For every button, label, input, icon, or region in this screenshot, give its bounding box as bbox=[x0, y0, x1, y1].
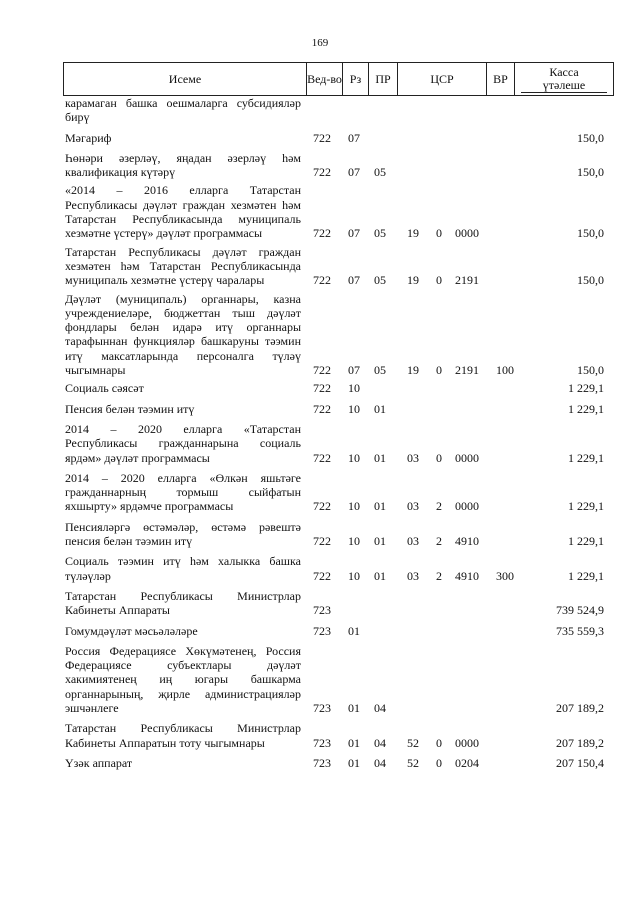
cell-csr2: 0 bbox=[436, 363, 442, 378]
cell-csr1: 03 bbox=[407, 568, 419, 583]
row-name: Пенсия белән тәэмин итү bbox=[65, 401, 195, 416]
table-row bbox=[63, 471, 613, 514]
cell-ved: 723 bbox=[313, 755, 331, 770]
cell-csr1: 19 bbox=[407, 226, 419, 241]
cell-kassa: 150,0 bbox=[577, 273, 604, 288]
cell-kassa: 1 229,1 bbox=[568, 450, 604, 465]
cell-csr1: 03 bbox=[407, 534, 419, 549]
cell-kassa: 150,0 bbox=[577, 226, 604, 241]
cell-csr3: 0000 bbox=[455, 226, 479, 241]
cell-kassa: 735 559,3 bbox=[556, 623, 604, 638]
cell-kassa: 150,0 bbox=[577, 363, 604, 378]
cell-pr: 01 bbox=[374, 401, 386, 416]
cell-csr3: 4910 bbox=[455, 534, 479, 549]
cell-csr2: 0 bbox=[436, 450, 442, 465]
cell-csr3: 0000 bbox=[455, 735, 479, 750]
cell-ved: 722 bbox=[313, 381, 331, 396]
row-name: Һөнәри әзерләү, яңадан әзерләү һәм квалификация күтәрү bbox=[65, 150, 301, 180]
cell-kassa: 739 524,9 bbox=[556, 603, 604, 618]
cell-csr3: 0000 bbox=[455, 450, 479, 465]
cell-csr2: 0 bbox=[436, 273, 442, 288]
cell-pr: 05 bbox=[374, 363, 386, 378]
cell-rz: 07 bbox=[348, 130, 360, 145]
cell-csr3: 2191 bbox=[455, 273, 479, 288]
row-name: Пенсияләргә өстәмәләр, өстәмә рәвештә пенсия белән тәэмин итү bbox=[65, 519, 301, 549]
cell-ved: 723 bbox=[313, 735, 331, 750]
cell-pr: 05 bbox=[374, 165, 386, 180]
row-name: Дәүләт (муниципаль) органнары, казна учреждениеләре, бюджеттан тыш дәүләт фондлары белән идарә итү органнары тарафыннан функцияләр башкаруны тәэмин итү максатларында персоналга түләү чыгымнары bbox=[65, 291, 301, 378]
cell-pr: 05 bbox=[374, 226, 386, 241]
cell-kassa: 1 229,1 bbox=[568, 568, 604, 583]
cell-kassa: 150,0 bbox=[577, 165, 604, 180]
cell-kassa: 1 229,1 bbox=[568, 499, 604, 514]
cell-kassa: 207 150,4 bbox=[556, 755, 604, 770]
cell-csr3: 4910 bbox=[455, 568, 479, 583]
cell-ved: 722 bbox=[313, 499, 331, 514]
cell-kassa: 150,0 bbox=[577, 130, 604, 145]
row-name: Үзәк аппарат bbox=[65, 755, 133, 770]
cell-csr3: 0000 bbox=[455, 499, 479, 514]
cell-pr: 04 bbox=[374, 735, 386, 750]
cell-csr2: 0 bbox=[436, 755, 442, 770]
cell-rz: 10 bbox=[348, 381, 360, 396]
cell-rz: 07 bbox=[348, 226, 360, 241]
cell-csr3: 2191 bbox=[455, 363, 479, 378]
cell-csr2: 0 bbox=[436, 226, 442, 241]
cell-csr1: 19 bbox=[407, 273, 419, 288]
cell-rz: 10 bbox=[348, 401, 360, 416]
cell-ved: 722 bbox=[313, 130, 331, 145]
cell-ved: 722 bbox=[313, 450, 331, 465]
row-codes bbox=[63, 227, 613, 241]
cell-kassa: 207 189,2 bbox=[556, 700, 604, 715]
cell-csr2: 2 bbox=[436, 568, 442, 583]
cell-ved: 722 bbox=[313, 165, 331, 180]
cell-ved: 723 bbox=[313, 700, 331, 715]
cell-pr: 05 bbox=[374, 273, 386, 288]
cell-csr1: 03 bbox=[407, 450, 419, 465]
row-name: карамаган башка оешмаларга субсидияләр бирү bbox=[65, 96, 301, 125]
cell-rz: 07 bbox=[348, 363, 360, 378]
table-row bbox=[63, 381, 613, 395]
table-row bbox=[63, 624, 613, 638]
table-row bbox=[63, 96, 613, 125]
row-name: 2014 – 2020 елларга «Өлкән яшьтәге гражданнарның тормыш сыйфатын яхшырту» ярдәмче программасы bbox=[65, 470, 301, 514]
row-codes bbox=[63, 382, 613, 396]
cell-csr1: 52 bbox=[407, 755, 419, 770]
cell-vr: 300 bbox=[496, 568, 514, 583]
cell-pr: 01 bbox=[374, 450, 386, 465]
table-row bbox=[63, 183, 613, 240]
cell-ved: 722 bbox=[313, 534, 331, 549]
cell-ved: 722 bbox=[313, 226, 331, 241]
cell-ved: 722 bbox=[313, 363, 331, 378]
table-row bbox=[63, 554, 613, 583]
row-name: Татарстан Республикасы дәүләт граждан хезмәтен һәм Татарстан Республикасында муниципаль хезмәтне үстерү чаралары bbox=[65, 244, 301, 288]
cell-rz: 10 bbox=[348, 568, 360, 583]
row-codes bbox=[63, 451, 613, 465]
cell-vr: 100 bbox=[496, 363, 514, 378]
row-codes bbox=[63, 624, 613, 638]
cell-ved: 722 bbox=[313, 273, 331, 288]
cell-pr: 01 bbox=[374, 568, 386, 583]
cell-rz: 01 bbox=[348, 700, 360, 715]
row-codes bbox=[63, 111, 613, 125]
header-kassa-line1: Касса bbox=[549, 64, 579, 79]
table-row bbox=[63, 131, 613, 145]
row-codes bbox=[63, 274, 613, 288]
cell-ved: 723 bbox=[313, 623, 331, 638]
table-row bbox=[63, 589, 613, 618]
cell-rz: 07 bbox=[348, 273, 360, 288]
table-row bbox=[63, 756, 613, 770]
cell-rz: 10 bbox=[348, 534, 360, 549]
header-name: Исеме bbox=[64, 63, 307, 96]
cell-csr2: 0 bbox=[436, 735, 442, 750]
table-header bbox=[63, 62, 614, 96]
row-codes bbox=[63, 402, 613, 416]
cell-rz: 07 bbox=[348, 165, 360, 180]
table-row bbox=[63, 245, 613, 288]
row-codes bbox=[63, 604, 613, 618]
cell-kassa: 1 229,1 bbox=[568, 401, 604, 416]
cell-csr1: 03 bbox=[407, 499, 419, 514]
cell-kassa: 207 189,2 bbox=[556, 735, 604, 750]
header-pr: ПР bbox=[369, 63, 398, 96]
row-name: Мәгариф bbox=[65, 130, 112, 145]
cell-rz: 01 bbox=[348, 755, 360, 770]
table-row bbox=[63, 721, 613, 750]
cell-kassa: 1 229,1 bbox=[568, 381, 604, 396]
budget-table-body bbox=[63, 96, 613, 770]
header-vr: ВР bbox=[487, 63, 515, 96]
table-row bbox=[63, 292, 613, 378]
row-name: Россия Федерациясе Хөкүмәтенең, Россия Федерациясе субъектлары дәүләт хакимиятенең иң югары башкарма органнарының, җирле администрацияләр эшчәнлеге bbox=[65, 643, 301, 715]
cell-csr2: 2 bbox=[436, 499, 442, 514]
header-kassa bbox=[515, 63, 614, 96]
page-number: 169 bbox=[311, 37, 329, 49]
row-name: 2014 – 2020 елларга «Татарстан Республикасы гражданнарына социаль ярдәм» дәүләт программасы bbox=[65, 421, 301, 465]
row-name: Татарстан Республикасы Министрлар Кабинеты Аппаратын тоту чыгымнары bbox=[65, 721, 301, 750]
cell-csr1: 52 bbox=[407, 735, 419, 750]
row-codes bbox=[63, 756, 613, 770]
row-codes bbox=[63, 500, 613, 514]
cell-rz: 10 bbox=[348, 499, 360, 514]
table-row bbox=[63, 402, 613, 416]
row-codes bbox=[63, 569, 613, 583]
header-kassa-line2: үтәлеше bbox=[521, 79, 607, 93]
row-codes bbox=[63, 736, 613, 750]
row-codes bbox=[63, 165, 613, 179]
row-name: Социаль сәясәт bbox=[65, 381, 144, 396]
cell-pr: 04 bbox=[374, 700, 386, 715]
header-csr: ЦСР bbox=[398, 63, 487, 96]
row-name: Татарстан Республикасы Министрлар Кабинеты Аппараты bbox=[65, 588, 301, 618]
cell-csr1: 19 bbox=[407, 363, 419, 378]
cell-rz: 10 bbox=[348, 450, 360, 465]
cell-rz: 01 bbox=[348, 623, 360, 638]
cell-kassa: 1 229,1 bbox=[568, 534, 604, 549]
cell-rz: 01 bbox=[348, 735, 360, 750]
table-row bbox=[63, 520, 613, 549]
cell-pr: 01 bbox=[374, 499, 386, 514]
row-name: «2014 – 2016 елларга Татарстан Республикасы дәүләт граждан хезмәтен һәм Татарстан Республикасында муниципаль хезмәтне үстерү» дәүләт программасы bbox=[65, 183, 301, 241]
cell-ved: 723 bbox=[313, 603, 331, 618]
row-name: Гомумдәүләт мәсьәләләре bbox=[65, 623, 198, 638]
cell-ved: 722 bbox=[313, 401, 331, 416]
cell-csr3: 0204 bbox=[455, 755, 479, 770]
row-codes bbox=[63, 131, 613, 145]
cell-pr: 01 bbox=[374, 534, 386, 549]
table-row bbox=[63, 644, 613, 715]
cell-ved: 722 bbox=[313, 568, 331, 583]
cell-pr: 04 bbox=[374, 755, 386, 770]
header-ved: Вед-во bbox=[307, 63, 343, 96]
row-codes bbox=[63, 534, 613, 548]
header-rz: Рз bbox=[343, 63, 369, 96]
row-codes bbox=[63, 363, 613, 377]
table-row bbox=[63, 422, 613, 465]
table-row bbox=[63, 151, 613, 180]
cell-csr2: 2 bbox=[436, 534, 442, 549]
row-name: Социаль тәэмин итү һәм халыкка башка түләүләр bbox=[65, 554, 301, 583]
row-codes bbox=[63, 701, 613, 715]
